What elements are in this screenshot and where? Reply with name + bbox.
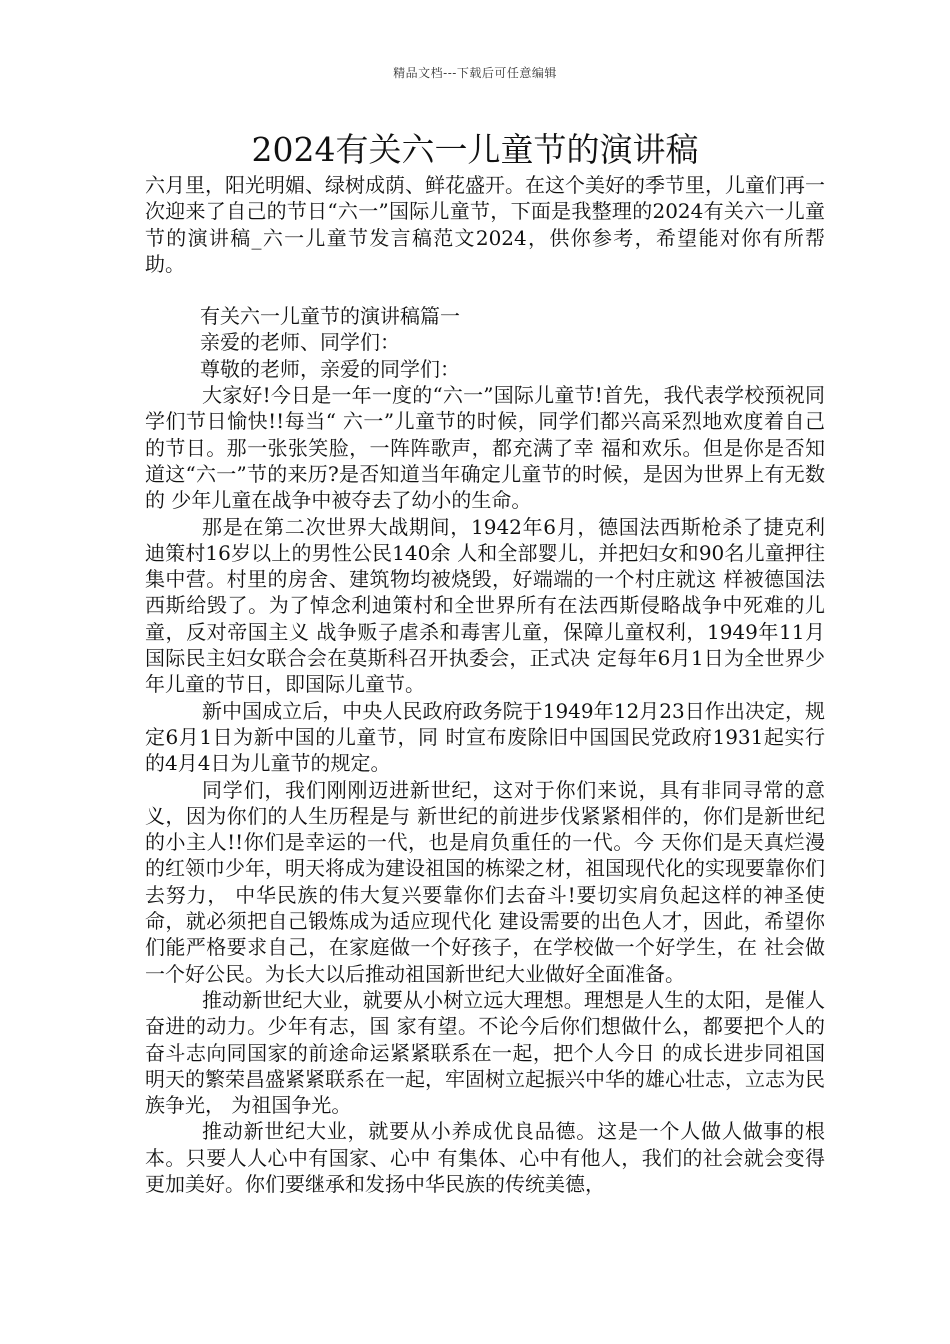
page-header: 精品文档---下载后可任意编辑 [393, 66, 557, 80]
salutation-2: 尊敬的老师，亲爱的同学们： [200, 356, 460, 381]
intro-paragraph: 六月里，阳光明媚、绿树成荫、鲜花盛开。在这个美好的季节里，儿童们再一次迎来了自己的节日“六一”国际儿童节，下面是我整理的2024有关六一儿童节的演讲稿_六一儿童节发言稿范文2024，供你参考，希望能对你有所帮助。 [145, 173, 825, 276]
body-paragraph: 推动新世纪大业，就要从小养成优良品德。这是一个人做人做事的根本。只要人人心中有国家、心中 有集体、心中有他人，我们的社会就会变得更加美好。你们要继承和发扬中华民族的传统美德， [145, 1119, 825, 1196]
body-paragraph: 新中国成立后，中央人民政府政务院于1949年12月23日作出决定，规定6月1日为新中国的儿童节，同 时宣布废除旧中国国民党政府1931起实行的4月4日为儿童节的规定。 [145, 698, 825, 776]
document-body [145, 172, 825, 1197]
salutation-1: 亲爱的老师、同学们： [200, 330, 400, 355]
section-heading: 有关六一儿童节的演讲稿篇一 [200, 304, 460, 329]
document-title: 2024有关六一儿童节的演讲稿 [251, 130, 699, 169]
body-paragraph: 那是在第二次世界大战期间，1942年6月，德国法西斯枪杀了捷克利迪策村16岁以上的男性公民140余 人和全部婴儿，并把妇女和90名儿童押往集中营。村里的房舍、建筑物均被烧毁，好端端的一个村庄就这 样被德国法西斯给毁了。为了悼念利迪策村和全世界所有在法西斯侵略战争中死难的儿童，反对帝国主义 战争贩子虐杀和毒害儿童，保障儿童权利，1949年11月国际民主妇女联合会在莫斯科召开执委会，正式决 定每年6月1日为全世界少年儿童的节日，即国际儿童节。 [145, 514, 825, 697]
body-paragraph: 大家好!今日是一年一度的“六一”国际儿童节!首先，我代表学校预祝同学们节日愉快!!每当“ 六一”儿童节的时候，同学们都兴高采烈地欢度着自己的节日。那一张张笑脸，一阵阵歌声，都充满了幸 福和欢乐。但是你是否知道这“六一”节的来历?是否知道当年确定儿童节的时候，是因为世界上有无数的 少年儿童在战争中被夺去了幼小的生命。 [145, 383, 825, 513]
body-paragraph: 推动新世纪大业，就要从小树立远大理想。理想是人生的太阳，是催人奋进的动力。少年有志，国 家有望。不论今后你们想做什么，都要把个人的奋斗志向同国家的前途命运紧紧联系在一起，把个人今日 的成长进步同祖国明天的繁荣昌盛紧紧联系在一起，牢固树立起振兴中华的雄心壮志，立志为民族争光， 为祖国争光。 [145, 987, 825, 1118]
body-paragraph: 同学们，我们刚刚迈进新世纪，这对于你们来说，具有非同寻常的意义，因为你们的人生历程是与 新世纪的前进步伐紧紧相伴的，你们是新世纪的小主人!!你们是幸运的一代，也是肩负重任的一代。今 天你们是天真烂漫的红领巾少年，明天将成为建设祖国的栋梁之材，祖国现代化的实现要靠你们去努力， 中华民族的伟大复兴要靠你们去奋斗!要切实肩负起这样的神圣使命，就必须把自己锻炼成为适应现代化 建设需要的出色人才，因此，希望你们能严格要求自己，在家庭做一个好孩子，在学校做一个好学生，在 社会做一个好公民。为长大以后推动祖国新世纪大业做好全面准备。 [145, 777, 825, 986]
